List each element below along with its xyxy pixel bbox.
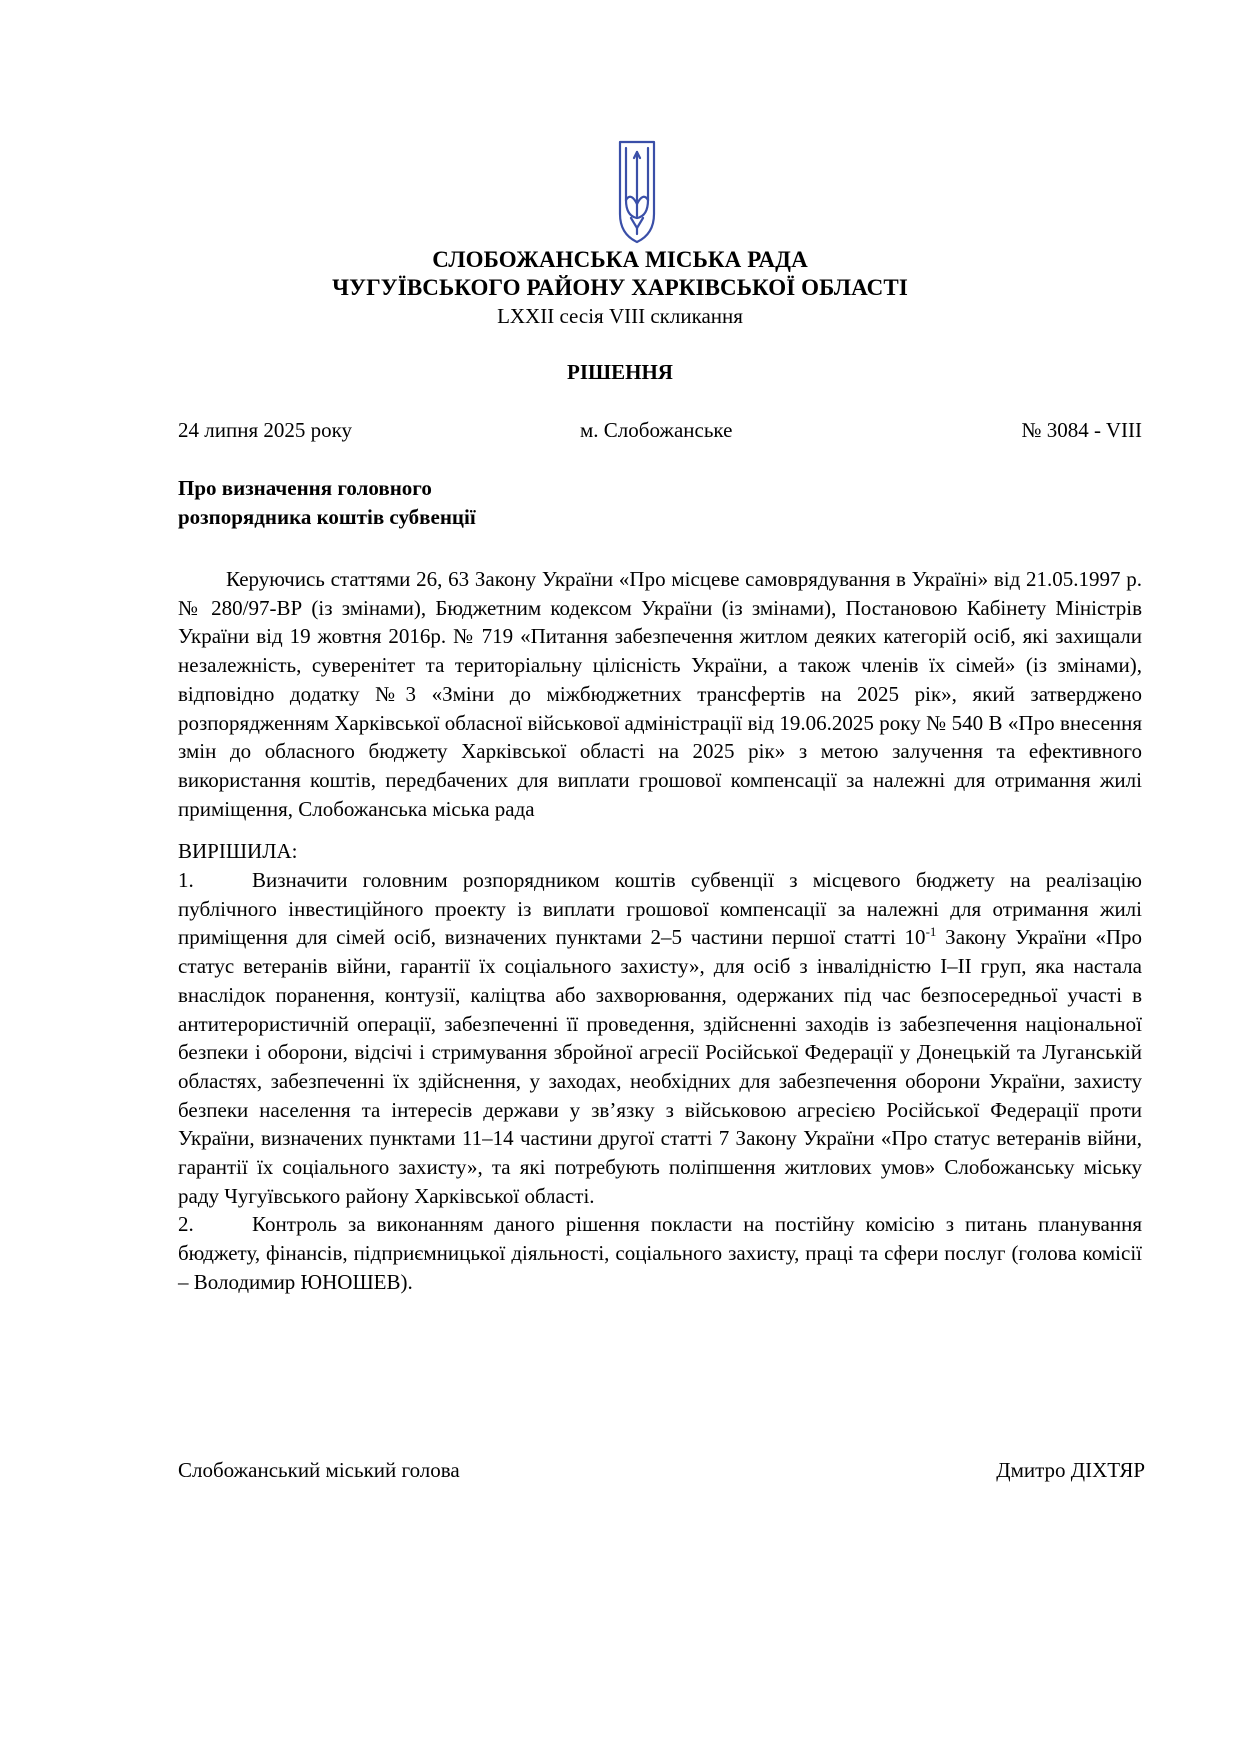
signatory-name: Дмитро ДІХТЯР — [996, 1458, 1145, 1482]
resolution-item-1 — [178, 866, 1142, 1210]
item-number: 2. — [178, 1212, 194, 1237]
resolved-label: ВИРІШИЛА: — [178, 839, 298, 864]
subject-line-2: розпорядника коштів субвенції — [178, 505, 476, 529]
council-name: СЛОБОЖАНСЬКА МІСЬКА РАДА — [432, 247, 808, 272]
item-text: Визначити головним розпорядником коштів субвенції з місцевого бюджету на реалізацію публічного інвестиційного проекту із виплати грошової компенсації за належні для отримання жилі приміщення для сімей осіб, визначених пунктами 2–5 частини першої статті 10 — [178, 868, 1142, 950]
session-info: LXXII сесія VIII скликання — [497, 304, 743, 328]
council-region: ЧУГУЇВСЬКОГО РАЙОНУ ХАРКІВСЬКОЇ ОБЛАСТІ — [332, 275, 908, 300]
tryzub-coat-of-arms-icon — [617, 138, 657, 246]
resolution-item-2 — [178, 1210, 1142, 1296]
item-number: 1. — [178, 868, 194, 893]
decision-subject — [178, 474, 476, 532]
item-superscript: -1 — [925, 924, 937, 940]
decision-number: № 3084 - VIII — [1021, 418, 1142, 442]
document-body — [178, 565, 1142, 1297]
preamble-paragraph: Керуючись статтями 26, 63 Закону України «Про місцеве самоврядування в Україні» від 21.05.1997 р. № 280/97-ВР (із змінами), Бюджетним кодексом України (із змінами), Постановою Кабінету Міністрів України від 19 жовтня 2016р. № 719 «Питання забезпечення житлом деяких категорій осіб, які захищали незалежність, суверенітет та територіальну цілісність України, а також членів їх сімей» (із змінами), відповідно додатку №3 «Зміни до міжбюджетних трансфертів на 2025 рік», який затверджено розпорядженням Харківської обласної військової адміністрації від 19.06.2025 року № 540 В «Про внесення змін до обласного бюджету Харківської області на 2025 рік» з метою залучення та ефективного використання коштів, передбачених для виплати грошової компенсації за належні для отримання жилі приміщення, Слобожанська міська рада — [178, 567, 1142, 821]
subject-line-1: Про визначення головного — [178, 476, 432, 500]
council-header — [0, 246, 1240, 330]
decision-city: м. Слобожанське — [580, 418, 733, 442]
document-type-title: РІШЕННЯ — [567, 360, 673, 384]
signatory-title: Слобожанський міський голова — [178, 1458, 460, 1482]
item-text: Контроль за виконанням даного рішення покласти на постійну комісію з питань планування бюджету, фінансів, підприємницької діяльності, соціального захисту, праці та сфери послуг (голова комісії – Володимир ЮНОШЕВ). — [178, 1212, 1142, 1294]
decision-date: 24 липня 2025 року — [178, 418, 353, 442]
item-text-continued: Закону України «Про статус ветеранів війни, гарантії їх соціального захисту», для осіб з інвалідністю I–II груп, яка настала внаслідок поранення, контузії, каліцтва або захворювання, одержаних під час безпосередньої участі в антитерористичній операції, забезпеченні її проведення, здійсненні заходів із забезпечення національної безпеки і оборони, відсічі і стримування збройної агресії Російської Федерації у Донецькій та Луганській областях, забезпеченні їх здійснення, у заходах, необхідних для забезпечення оборони України, захисту безпеки населення та інтересів держави у зв’язку з військовою агресією Російської Федерації проти України, визначених пунктами 11–14 частини другої статті 7 Закону України «Про статус ветеранів війни, гарантії їх соціального захисту», та які потребують поліпшення житлових умов» Слобожанську міську раду Чугуївського району Харківської області. — [178, 925, 1142, 1208]
